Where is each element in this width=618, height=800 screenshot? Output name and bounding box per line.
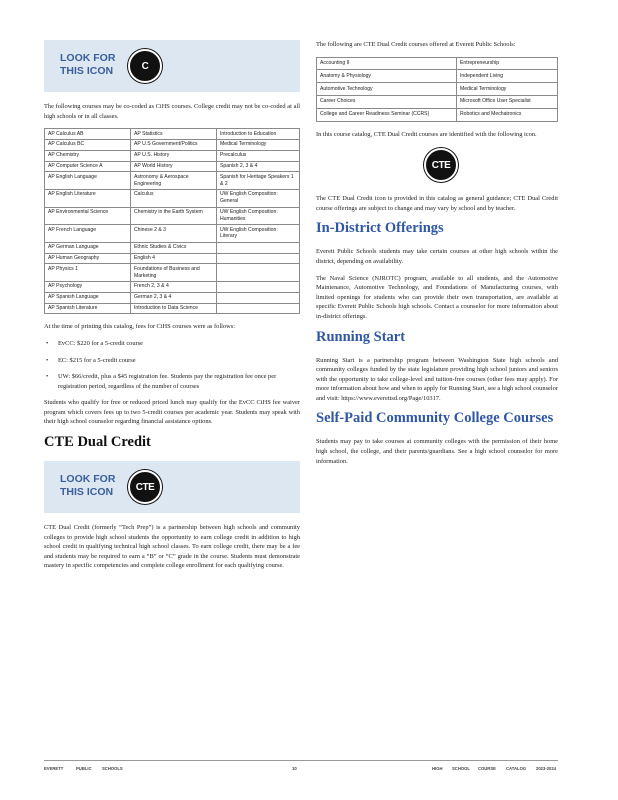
table-cell: English 4 (131, 253, 217, 264)
cihs-intro: The following courses may be co-coded as CiHS courses. College credit may not be co-coded at all high schools or in all classes. (44, 103, 300, 120)
cte-courses-intro: The following are CTE Dual Credit courses offered at Everett Public Schools: (316, 41, 516, 48)
table-row (317, 57, 558, 70)
table-cell: Chinese 2 & 3 (131, 225, 217, 243)
page-number: 10 (292, 766, 297, 771)
left-column (44, 40, 300, 578)
table-cell (217, 264, 300, 282)
table-cell: Introduction to Education (217, 129, 300, 140)
table-row (317, 70, 558, 83)
self-paid-heading: Self-Paid Community College Courses (316, 410, 554, 427)
fee-item: • EC: $215 for a 5-credit course (44, 356, 300, 366)
look-for-label: LOOK FOR (60, 473, 116, 486)
table-row (45, 303, 300, 314)
table-cell: Microsoft Office User Specialist (457, 95, 558, 108)
cte-guidance-paragraph: The CTE Dual Credit icon is provided in this catalog as general guidance; CTE Dual Credit course offerings are subject to change and may vary by school and by teacher. (316, 195, 558, 212)
table-cell: Astronomy & Aerospace Engineering (131, 172, 217, 190)
table-row (45, 129, 300, 140)
cte-course-table (316, 57, 558, 122)
fee-item: • UW: $66/credit, plus a $45 registration fee. Students pay the registration fee once per registration period, regardless of the number of courses (44, 372, 300, 391)
in-district-paragraph: The Naval Science (NJROTC) program, available to all students, and the Automotive Maintenance, Automotive Technology, and Foundations of Manufacturing courses, with limited openings for students who can provide their own transportation, are available at specific Everett Public Schools high schools. Contact a counselor for more information about in-district offerings. (316, 274, 558, 320)
table-cell: Ethnic Studies & Civics (131, 242, 217, 253)
table-cell: Calculus (131, 189, 217, 207)
table-cell: AP World History (131, 161, 217, 172)
footer-catalog-title: HIGH (432, 766, 443, 771)
table-cell: Robotics and Mechatronics (457, 108, 558, 121)
table-cell: Entrepreneurship (457, 57, 558, 70)
table-cell: AP Calculus AB (45, 129, 131, 140)
this-icon-label: THIS ICON (60, 65, 114, 77)
table-cell: German 2, 3 & 4 (131, 292, 217, 303)
table-row (45, 253, 300, 264)
table-cell: Career Choices (317, 95, 457, 108)
cte-icon: CTE (424, 148, 458, 182)
table-row (317, 83, 558, 96)
table-cell: AP Spanish Language (45, 292, 131, 303)
table-cell: AP Human Geography (45, 253, 131, 264)
table-cell: AP Calculus BC (45, 139, 131, 150)
table-cell (217, 253, 300, 264)
table-cell: AP U.S. History (131, 150, 217, 161)
table-cell: AP English Literature (45, 189, 131, 207)
look-for-icon-box-cihs (44, 40, 300, 92)
footer-catalog-title: CATALOG (506, 766, 527, 771)
table-row (45, 242, 300, 253)
table-cell: Foundations of Business and Marketing (131, 264, 217, 282)
cte-icon: CTE (128, 470, 162, 504)
cte-badge-area (316, 146, 558, 186)
table-row (45, 189, 300, 207)
table-cell: AP Environmental Science (45, 207, 131, 225)
cte-dual-credit-paragraph: CTE Dual Credit (formerly “Tech Prep”) is a partnership between high schools and community colleges to provide high school students the opportunity to earn college credit in addition to high school credit in qualifying technical high school classes. To earn college credit, there may be a fee and students may be required to earn a “B” or “C” grade in the course. Students must demonstrate mastery in specific competencies and complete college enrollment for each qualifying course. (44, 524, 300, 570)
table-row (45, 150, 300, 161)
fee-waiver-paragraph: Students who qualify for free or reduced priced lunch may qualify for the EvCC CiHS fee waiver program which covers fees up to two 5-credit courses per academic year. Students may speak with their high school counselor regarding financial assistance options. (44, 399, 300, 426)
running-start-heading: Running Start (316, 328, 406, 345)
cte-dual-credit-heading: CTE Dual Credit (44, 434, 151, 451)
running-start-paragraph: Running Start is a partnership program between Washington State high schools and community colleges funded by the state legislature providing high school juniors and seniors with the opportunity to take college-level and tuition-free courses (other fees may apply). For more information about how and when to apply for Running Start, see a high school counselor and visit: https://www.everettsd.org/Page/10317. (316, 356, 558, 402)
table-cell: AP Physics 1 (45, 264, 131, 282)
cihs-course-table (44, 128, 300, 314)
table-row (45, 225, 300, 243)
table-row (45, 172, 300, 190)
table-row (45, 207, 300, 225)
page-footer (44, 760, 558, 771)
table-cell: AP English Language (45, 172, 131, 190)
table-cell: Medical Terminology (217, 139, 300, 150)
table-cell: Precalculus (217, 150, 300, 161)
table-cell: AP Statistics (131, 129, 217, 140)
table-row (45, 161, 300, 172)
footer-catalog-title: SCHOOL (452, 766, 470, 771)
table-cell: AP Psychology (45, 281, 131, 292)
in-district-heading: In-District Offerings (316, 220, 444, 237)
table-cell: College and Career Readiness Seminar (CCRS) (317, 108, 457, 121)
table-cell: AP Computer Science A (45, 161, 131, 172)
table-cell: Independent Living (457, 70, 558, 83)
table-cell: AP German Language (45, 242, 131, 253)
cihs-icon: C (128, 49, 162, 83)
table-cell: AP French Language (45, 225, 131, 243)
table-row (317, 108, 558, 121)
self-paid-paragraph: Students may pay to take courses at community colleges with the permission of their home high school, the college, and their parents/guardians. See a high school counselor for more information. (316, 438, 558, 465)
fee-item: • EvCC: $220 for a 5-credit course (44, 339, 300, 349)
table-cell: Introduction to Data Science (131, 303, 217, 314)
footer-district: EVERETT (44, 766, 64, 771)
look-for-label: LOOK FOR (60, 52, 116, 64)
look-for-icon-box-cte (44, 461, 300, 513)
footer-catalog-title: COURSE (478, 766, 496, 771)
table-cell (217, 281, 300, 292)
table-cell: Anatomy & Physiology (317, 70, 457, 83)
table-cell (217, 303, 300, 314)
right-column (316, 40, 558, 473)
table-row (45, 292, 300, 303)
table-cell: Spanish 2, 3 & 4 (217, 161, 300, 172)
this-icon-label: THIS ICON (60, 486, 114, 499)
table-row (45, 139, 300, 150)
table-row (317, 95, 558, 108)
table-cell: AP Chemistry (45, 150, 131, 161)
table-cell: UW English Composition: Humanities (217, 207, 300, 225)
table-cell: UW English Composition: General (217, 189, 300, 207)
table-cell: AP Spanish Literature (45, 303, 131, 314)
table-cell (217, 242, 300, 253)
table-cell: Automotive Technology (317, 83, 457, 96)
table-cell: Medical Terminology (457, 83, 558, 96)
table-row (45, 264, 300, 282)
table-cell: Spanish for Heritage Speakers 1 & 2 (217, 172, 300, 190)
table-cell (217, 292, 300, 303)
table-cell: Accounting II (317, 57, 457, 70)
catalog-icon-note: In this course catalog, CTE Dual Credit courses are identified with the following icon. (316, 130, 537, 138)
table-cell: French 2, 3 & 4 (131, 281, 217, 292)
fees-intro: At the time of printing this catalog, fees for CiHS courses were as follows: (44, 323, 235, 331)
footer-district: PUBLIC (76, 766, 92, 771)
table-cell: UW English Composition: Literary (217, 225, 300, 243)
table-row (45, 281, 300, 292)
table-cell: AP U.S Government/Politics (131, 139, 217, 150)
table-cell: Chemistry in the Earth System (131, 207, 217, 225)
in-district-paragraph: Everett Public Schools students may take certain courses at other high schools within the district, depending on availability. (316, 248, 558, 265)
footer-year: 2023-2024 (536, 766, 557, 771)
footer-district: SCHOOLS (102, 766, 123, 771)
